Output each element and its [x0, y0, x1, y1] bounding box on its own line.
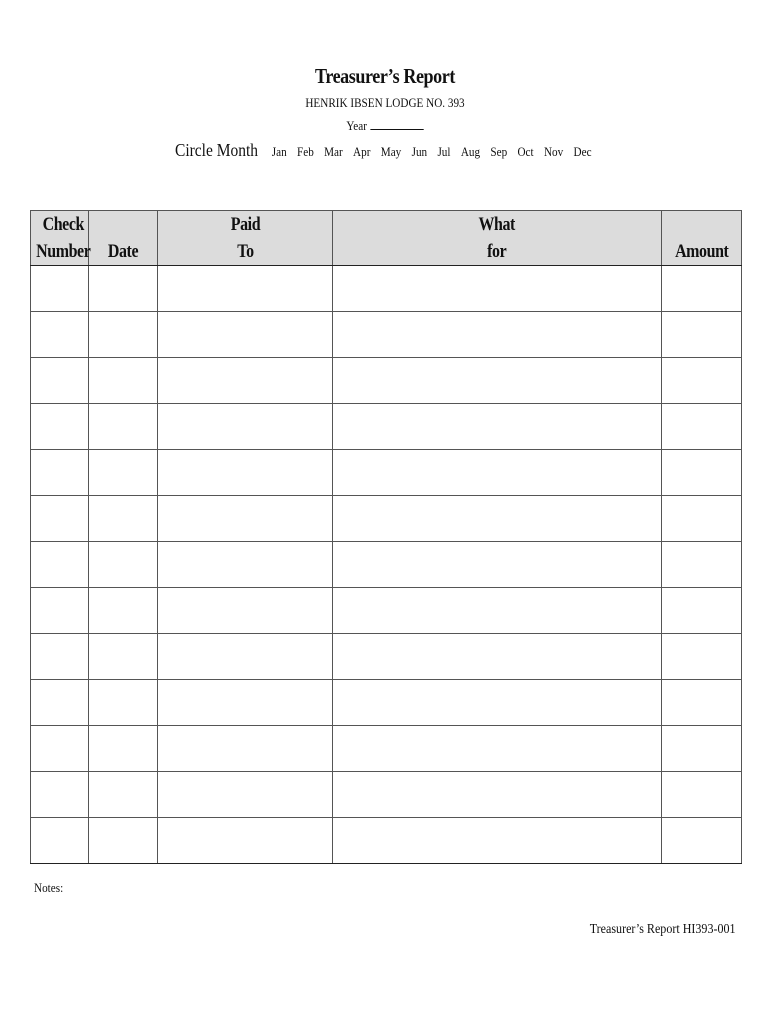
what-for-cell[interactable] [333, 542, 662, 588]
month-jun[interactable]: Jun [411, 144, 428, 159]
amount-cell[interactable] [662, 358, 742, 404]
paid-to-cell[interactable] [158, 634, 333, 680]
table-row [31, 772, 742, 818]
check-number-cell[interactable] [31, 772, 89, 818]
column-header-amount: Amount [662, 211, 742, 266]
table-row [31, 266, 742, 312]
amount-cell[interactable] [662, 542, 742, 588]
table-body [31, 266, 742, 864]
amount-cell[interactable] [662, 312, 742, 358]
date-cell[interactable] [89, 588, 158, 634]
date-cell[interactable] [89, 266, 158, 312]
amount-cell[interactable] [662, 496, 742, 542]
table-row [31, 726, 742, 772]
notes-label: Notes: [34, 880, 64, 895]
month-apr[interactable]: Apr [353, 144, 371, 159]
date-cell[interactable] [89, 726, 158, 772]
table-row [31, 542, 742, 588]
column-header-date: Date [89, 211, 158, 266]
paid-to-cell[interactable] [158, 450, 333, 496]
paid-to-cell[interactable] [158, 496, 333, 542]
check-number-cell[interactable] [31, 358, 89, 404]
what-for-cell[interactable] [333, 266, 662, 312]
amount-cell[interactable] [662, 772, 742, 818]
month-sep[interactable]: Sep [490, 144, 508, 159]
paid-to-cell[interactable] [158, 404, 333, 450]
date-cell[interactable] [89, 818, 158, 864]
table-row [31, 634, 742, 680]
check-number-cell[interactable] [31, 680, 89, 726]
table-row [31, 496, 742, 542]
check-number-cell[interactable] [31, 588, 89, 634]
table-row [31, 358, 742, 404]
paid-to-cell[interactable] [158, 726, 333, 772]
column-header-paid-to: Paid To [158, 211, 333, 266]
form-footer-id: Treasurer’s Report HI393-001 [590, 922, 736, 937]
check-number-cell[interactable] [31, 542, 89, 588]
what-for-cell[interactable] [333, 450, 662, 496]
check-number-cell[interactable] [31, 404, 89, 450]
month-aug[interactable]: Aug [460, 144, 481, 159]
check-number-cell[interactable] [31, 266, 89, 312]
table-row [31, 404, 742, 450]
what-for-cell[interactable] [333, 588, 662, 634]
paid-to-cell[interactable] [158, 772, 333, 818]
what-for-cell[interactable] [333, 404, 662, 450]
date-cell[interactable] [89, 542, 158, 588]
paid-to-cell[interactable] [158, 818, 333, 864]
what-for-cell[interactable] [333, 772, 662, 818]
paid-to-cell[interactable] [158, 266, 333, 312]
column-header-check-number: Check Number [31, 211, 89, 266]
month-dec[interactable]: Dec [573, 144, 592, 159]
lodge-name: HENRIK IBSEN LODGE NO. 393 [305, 95, 465, 110]
date-cell[interactable] [89, 404, 158, 450]
check-number-cell[interactable] [31, 312, 89, 358]
table-row [31, 450, 742, 496]
transactions-table [30, 210, 742, 864]
what-for-cell[interactable] [333, 680, 662, 726]
paid-to-cell[interactable] [158, 680, 333, 726]
date-cell[interactable] [89, 634, 158, 680]
month-selector [54, 140, 716, 161]
date-cell[interactable] [89, 312, 158, 358]
month-feb[interactable]: Feb [297, 144, 314, 159]
what-for-cell[interactable] [333, 818, 662, 864]
amount-cell[interactable] [662, 726, 742, 772]
amount-cell[interactable] [662, 680, 742, 726]
date-cell[interactable] [89, 358, 158, 404]
amount-cell[interactable] [662, 634, 742, 680]
page-title: Treasurer’s Report [315, 64, 455, 88]
check-number-cell[interactable] [31, 496, 89, 542]
column-header-what-for: What for [333, 211, 662, 266]
amount-cell[interactable] [662, 404, 742, 450]
amount-cell[interactable] [662, 818, 742, 864]
month-nov[interactable]: Nov [543, 144, 564, 159]
date-cell[interactable] [89, 772, 158, 818]
check-number-cell[interactable] [31, 818, 89, 864]
date-cell[interactable] [89, 680, 158, 726]
month-jan[interactable]: Jan [271, 144, 287, 159]
what-for-cell[interactable] [333, 496, 662, 542]
month-mar[interactable]: Mar [324, 144, 343, 159]
month-oct[interactable]: Oct [517, 144, 534, 159]
month-may[interactable]: May [380, 144, 402, 159]
paid-to-cell[interactable] [158, 588, 333, 634]
paid-to-cell[interactable] [158, 312, 333, 358]
date-cell[interactable] [89, 496, 158, 542]
what-for-cell[interactable] [333, 726, 662, 772]
check-number-cell[interactable] [31, 726, 89, 772]
table-row [31, 818, 742, 864]
date-cell[interactable] [89, 450, 158, 496]
what-for-cell[interactable] [333, 312, 662, 358]
amount-cell[interactable] [662, 266, 742, 312]
table-row [31, 312, 742, 358]
amount-cell[interactable] [662, 588, 742, 634]
year-field [54, 117, 716, 134]
year-label: Year [346, 118, 367, 133]
check-number-cell[interactable] [31, 634, 89, 680]
month-jul[interactable]: Jul [437, 144, 451, 159]
check-number-cell[interactable] [31, 450, 89, 496]
circle-month-label: Circle Month [175, 140, 259, 160]
what-for-cell[interactable] [333, 358, 662, 404]
year-blank-line[interactable] [370, 117, 423, 130]
what-for-cell[interactable] [333, 634, 662, 680]
table-row [31, 588, 742, 634]
paid-to-cell[interactable] [158, 358, 333, 404]
paid-to-cell[interactable] [158, 542, 333, 588]
amount-cell[interactable] [662, 450, 742, 496]
table-header-row [31, 211, 742, 266]
table-row [31, 680, 742, 726]
